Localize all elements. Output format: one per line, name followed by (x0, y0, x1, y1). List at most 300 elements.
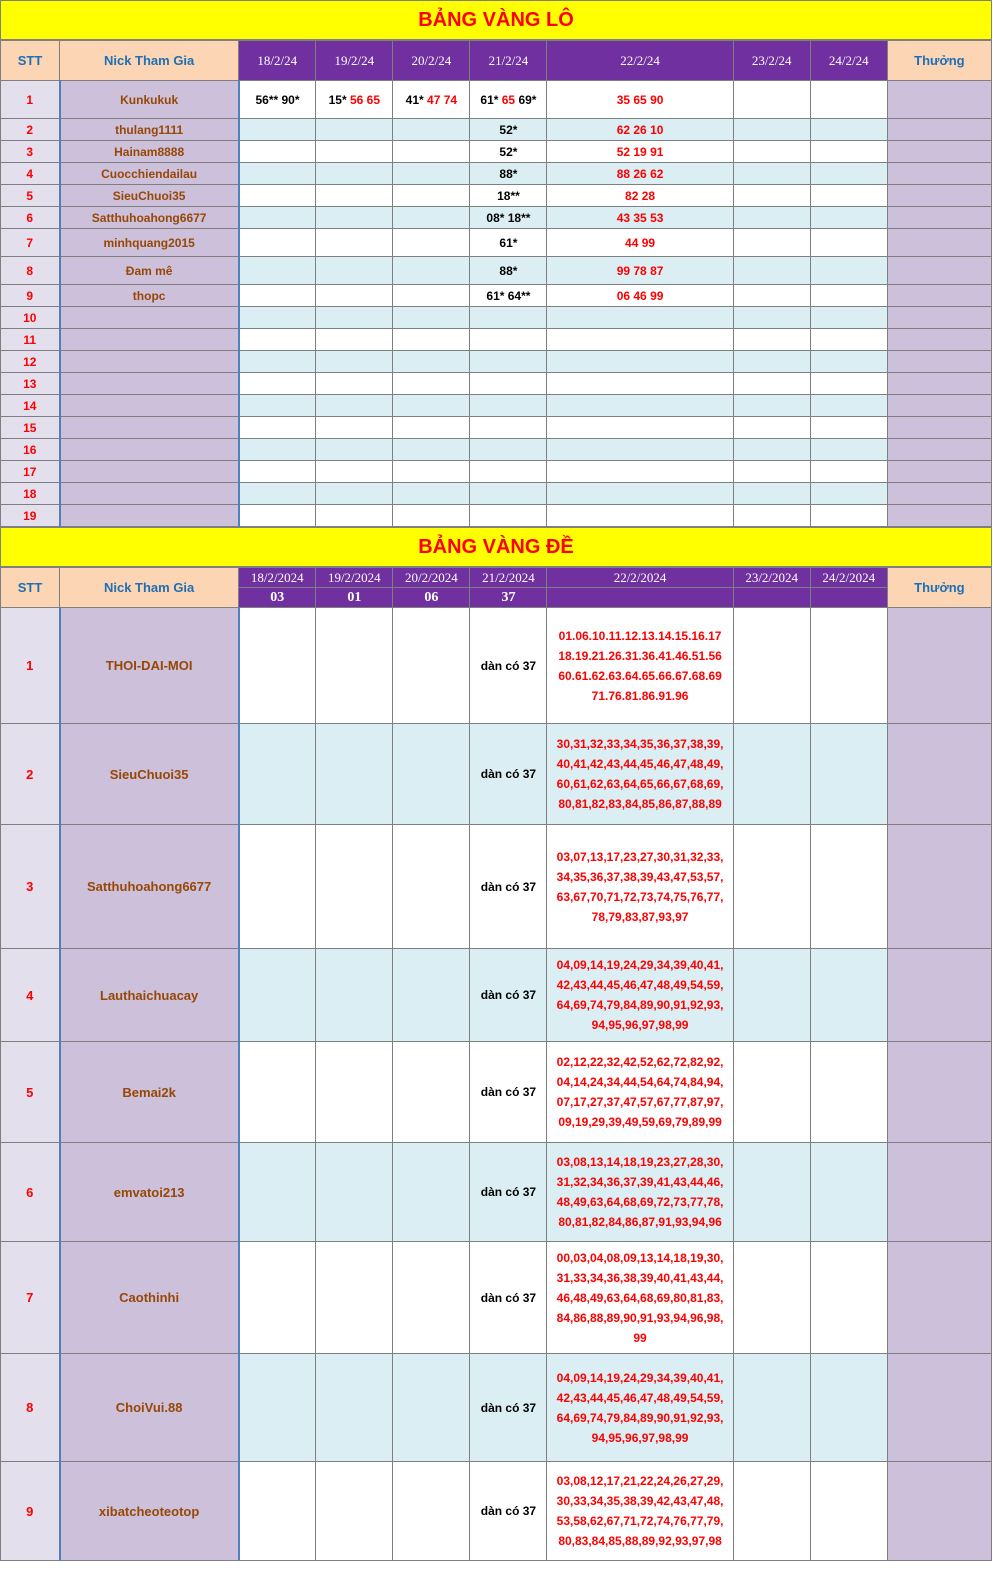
prize-cell (887, 483, 991, 505)
row-number: 6 (1, 1143, 60, 1242)
lo-header-nick: Nick Tham Gia (60, 41, 239, 81)
prize-cell (887, 285, 991, 307)
lo-pick-day-6 (733, 163, 810, 185)
nick-name: Kunkukuk (60, 81, 239, 119)
lo-table-row (1, 395, 992, 417)
lo-pick-day-4 (470, 417, 547, 439)
de-pick-day-3 (393, 1042, 470, 1143)
de-pick-day-1 (239, 1242, 316, 1354)
row-number: 13 (1, 373, 60, 395)
lo-pick-day-4: 61* 64** (470, 285, 547, 307)
prize-cell (887, 608, 991, 724)
lo-table-row (1, 373, 992, 395)
lo-pick-day-1 (239, 439, 316, 461)
de-pick-day-6 (733, 1143, 810, 1242)
lo-pick-day-4 (470, 351, 547, 373)
lo-pick-day-6 (733, 439, 810, 461)
row-number: 5 (1, 1042, 60, 1143)
lo-pick-day-6 (733, 229, 810, 257)
de-header-row (1, 568, 992, 588)
row-number: 4 (1, 163, 60, 185)
de-pick-day-1 (239, 825, 316, 949)
de-pick-day-1 (239, 1143, 316, 1242)
lo-pick-day-2 (316, 207, 393, 229)
de-table-row (1, 1042, 992, 1143)
de-pick-day-4: dàn có 37 (470, 724, 547, 825)
lo-pick-day-1 (239, 119, 316, 141)
lo-pick-day-7 (810, 329, 887, 351)
row-number: 9 (1, 1462, 60, 1561)
lo-pick-day-5 (547, 439, 733, 461)
lo-pick-day-3 (393, 505, 470, 527)
lo-pick-day-7 (810, 461, 887, 483)
lo-pick-day-6 (733, 141, 810, 163)
lo-pick-day-7 (810, 505, 887, 527)
lo-pick-day-6 (733, 207, 810, 229)
lo-pick-part: 69* (515, 92, 537, 107)
de-pick-day-6 (733, 608, 810, 724)
lo-pick-day-5: 43 35 53 (547, 207, 733, 229)
de-pick-day-2 (316, 825, 393, 949)
nick-name (60, 395, 239, 417)
lo-pick-day-3 (393, 185, 470, 207)
lo-pick-day-7 (810, 257, 887, 285)
de-result-1: 03 (239, 588, 316, 608)
lo-pick-part: 61* (480, 92, 502, 107)
de-pick-day-2 (316, 1143, 393, 1242)
lo-pick-day-4 (470, 483, 547, 505)
row-number: 8 (1, 257, 60, 285)
de-pick-day-4: dàn có 37 (470, 1462, 547, 1561)
de-pick-day-1 (239, 608, 316, 724)
de-header-date-5: 22/2/2024 (547, 568, 733, 588)
lo-pick-day-2 (316, 439, 393, 461)
row-number: 4 (1, 949, 60, 1042)
lo-table-row (1, 307, 992, 329)
de-header-date-4: 21/2/2024 (470, 568, 547, 588)
nick-name (60, 307, 239, 329)
nick-name: SieuChuoi35 (60, 185, 239, 207)
nick-name (60, 417, 239, 439)
lo-pick-day-1 (239, 141, 316, 163)
lo-pick-day-7 (810, 207, 887, 229)
lo-title-banner: BẢNG VÀNG LÔ (0, 0, 992, 40)
nick-name: xibatcheoteotop (60, 1462, 239, 1561)
de-pick-day-7 (810, 1143, 887, 1242)
de-pick-day-2 (316, 949, 393, 1042)
prize-cell (887, 417, 991, 439)
row-number: 7 (1, 1242, 60, 1354)
row-number: 18 (1, 483, 60, 505)
lo-pick-day-2 (316, 351, 393, 373)
lo-pick-day-7 (810, 373, 887, 395)
de-result-2: 01 (316, 588, 393, 608)
lo-header-prize: Thưởng (887, 41, 991, 81)
prize-cell (887, 461, 991, 483)
lo-pick-day-4 (470, 461, 547, 483)
de-pick-day-2 (316, 608, 393, 724)
de-pick-day-7 (810, 1462, 887, 1561)
lo-pick-day-5 (547, 417, 733, 439)
lo-pick-day-2 (316, 373, 393, 395)
prize-cell (887, 119, 991, 141)
lo-header-stt: STT (1, 41, 60, 81)
lo-header-date-1: 18/2/24 (239, 41, 316, 81)
lo-pick-day-7 (810, 141, 887, 163)
prize-cell (887, 163, 991, 185)
de-pick-day-6 (733, 724, 810, 825)
lo-pick-day-3 (393, 395, 470, 417)
lo-pick-day-7 (810, 307, 887, 329)
de-pick-day-3 (393, 825, 470, 949)
lo-pick-day-5 (547, 395, 733, 417)
de-pick-day-6 (733, 949, 810, 1042)
prize-cell (887, 81, 991, 119)
row-number: 14 (1, 395, 60, 417)
lo-table-row (1, 229, 992, 257)
lo-pick-day-3 (393, 141, 470, 163)
row-number: 1 (1, 608, 60, 724)
lo-table-row (1, 141, 992, 163)
de-header-date-3: 20/2/2024 (393, 568, 470, 588)
lo-pick-day-3 (393, 229, 470, 257)
prize-cell (887, 1042, 991, 1143)
lo-pick-day-3 (393, 81, 470, 119)
de-header-date-2: 19/2/2024 (316, 568, 393, 588)
de-number-set: 04,09,14,19,24,29,34,39,40,41, 42,43,44,45,46,47,48,49,54,59, 64,69,74,79,84,89,90,91,92,93, 94,95,96,97,98,99 (547, 949, 733, 1042)
row-number: 8 (1, 1354, 60, 1462)
de-pick-day-6 (733, 1242, 810, 1354)
lo-table-row (1, 285, 992, 307)
row-number: 1 (1, 81, 60, 119)
lo-pick-day-5 (547, 461, 733, 483)
lo-pick-day-1 (239, 163, 316, 185)
lo-pick-day-5 (547, 373, 733, 395)
lo-pick-day-4: 88* (470, 257, 547, 285)
lo-pick-day-2 (316, 461, 393, 483)
de-pick-day-3 (393, 1354, 470, 1462)
de-table-row (1, 1242, 992, 1354)
row-number: 7 (1, 229, 60, 257)
lo-pick-day-5: 44 99 (547, 229, 733, 257)
nick-name: Cuocchiendailau (60, 163, 239, 185)
lo-pick-day-5: 82 28 (547, 185, 733, 207)
lo-pick-day-1 (239, 461, 316, 483)
lo-pick-day-7 (810, 483, 887, 505)
nick-name (60, 439, 239, 461)
de-pick-day-3 (393, 1462, 470, 1561)
lo-pick-day-2 (316, 119, 393, 141)
de-number-set: 01.06.10.11.12.13.14.15.16.17 18.19.21.26.31.36.41.46.51.56 60.61.62.63.64.65.66.67.68.69 71.76.81.86.91.96 (547, 608, 733, 724)
lo-table-row (1, 163, 992, 185)
lo-pick-day-4 (470, 395, 547, 417)
lo-pick-day-5 (547, 351, 733, 373)
lo-pick-day-6 (733, 417, 810, 439)
lo-pick-day-2 (316, 229, 393, 257)
row-number: 11 (1, 329, 60, 351)
de-pick-day-2 (316, 1242, 393, 1354)
de-pick-day-1 (239, 724, 316, 825)
nick-name: Đam mê (60, 257, 239, 285)
lo-pick-day-3 (393, 119, 470, 141)
lo-pick-day-1 (239, 373, 316, 395)
prize-cell (887, 505, 991, 527)
de-header-prize: Thưởng (887, 568, 991, 608)
de-pick-day-3 (393, 1242, 470, 1354)
nick-name: thopc (60, 285, 239, 307)
de-pick-day-4: dàn có 37 (470, 1242, 547, 1354)
lo-pick-day-4: 61* (470, 229, 547, 257)
de-table-row (1, 949, 992, 1042)
lo-pick-day-3 (393, 351, 470, 373)
prize-cell (887, 307, 991, 329)
lo-pick-day-6 (733, 395, 810, 417)
de-pick-day-7 (810, 825, 887, 949)
lo-pick-day-4 (470, 439, 547, 461)
lo-header-date-3: 20/2/24 (393, 41, 470, 81)
prize-cell (887, 1462, 991, 1561)
de-result-6 (733, 588, 810, 608)
lo-table-row (1, 185, 992, 207)
nick-name (60, 373, 239, 395)
lo-table-row (1, 351, 992, 373)
prize-cell (887, 185, 991, 207)
row-number: 15 (1, 417, 60, 439)
lo-pick-day-4 (470, 81, 547, 119)
lo-pick-day-7 (810, 119, 887, 141)
lo-pick-part: 15* (328, 92, 350, 107)
lo-pick-day-2 (316, 185, 393, 207)
de-number-set: 03,07,13,17,23,27,30,31,32,33, 34,35,36,37,38,39,43,47,53,57, 63,67,70,71,72,73,74,75,76,77, 78,79,83,87,93,97 (547, 825, 733, 949)
de-title-banner: BẢNG VÀNG ĐỀ (0, 527, 992, 567)
prize-cell (887, 257, 991, 285)
lo-pick-day-3 (393, 307, 470, 329)
de-table-row (1, 1354, 992, 1462)
lo-pick-day-1: 56** 90* (239, 81, 316, 119)
lo-pick-day-7 (810, 163, 887, 185)
de-pick-day-3 (393, 949, 470, 1042)
row-number: 19 (1, 505, 60, 527)
de-number-set: 00,03,04,08,09,13,14,18,19,30, 31,33,34,36,38,39,40,41,43,44, 46,48,49,63,64,68,69,80,81,83, 84,86,88,89,90,91,93,94,96,98, 99 (547, 1242, 733, 1354)
de-header-nick: Nick Tham Gia (60, 568, 239, 608)
nick-name: Satthuhoahong6677 (60, 825, 239, 949)
row-number: 17 (1, 461, 60, 483)
nick-name: Bemai2k (60, 1042, 239, 1143)
prize-cell (887, 373, 991, 395)
nick-name: minhquang2015 (60, 229, 239, 257)
nick-name (60, 483, 239, 505)
lo-pick-day-6 (733, 461, 810, 483)
nick-name: SieuChuoi35 (60, 724, 239, 825)
de-pick-day-1 (239, 1354, 316, 1462)
lo-pick-day-5: 99 78 87 (547, 257, 733, 285)
lo-pick-day-4 (470, 505, 547, 527)
de-pick-day-7 (810, 724, 887, 825)
lo-pick-day-5: 35 65 90 (547, 81, 733, 119)
de-table-row (1, 1143, 992, 1242)
lo-pick-day-3 (393, 373, 470, 395)
lo-pick-day-2 (316, 257, 393, 285)
de-pick-day-7 (810, 1242, 887, 1354)
lo-pick-day-3 (393, 461, 470, 483)
lo-pick-day-6 (733, 505, 810, 527)
lo-table-row (1, 119, 992, 141)
lo-pick-day-4 (470, 373, 547, 395)
lo-pick-hit: 56 65 (349, 92, 380, 107)
prize-cell (887, 351, 991, 373)
de-pick-day-6 (733, 1354, 810, 1462)
lo-pick-day-3 (393, 483, 470, 505)
lo-pick-day-3 (393, 329, 470, 351)
lo-pick-day-5 (547, 505, 733, 527)
de-table-row (1, 1462, 992, 1561)
row-number: 2 (1, 724, 60, 825)
de-pick-day-6 (733, 1042, 810, 1143)
lo-pick-day-2 (316, 417, 393, 439)
lo-pick-day-3 (393, 207, 470, 229)
prize-cell (887, 1242, 991, 1354)
lo-pick-day-7 (810, 395, 887, 417)
lo-pick-day-5: 52 19 91 (547, 141, 733, 163)
lo-header-row (1, 41, 992, 81)
lo-pick-hit: 65 (501, 92, 516, 107)
de-pick-day-7 (810, 1042, 887, 1143)
de-pick-day-4: dàn có 37 (470, 1143, 547, 1242)
lo-pick-day-2 (316, 395, 393, 417)
lo-pick-day-7 (810, 185, 887, 207)
de-pick-day-6 (733, 1462, 810, 1561)
row-number: 5 (1, 185, 60, 207)
row-number: 12 (1, 351, 60, 373)
lo-pick-day-1 (239, 417, 316, 439)
lo-header-date-4: 21/2/24 (470, 41, 547, 81)
prize-cell (887, 949, 991, 1042)
lo-pick-day-6 (733, 483, 810, 505)
lo-pick-day-2 (316, 81, 393, 119)
de-pick-day-6 (733, 825, 810, 949)
de-pick-day-2 (316, 1042, 393, 1143)
de-number-set: 03,08,12,17,21,22,24,26,27,29, 30,33,34,35,38,39,42,43,47,48, 53,58,62,67,71,72,74,76,77,79, 80,83,84,85,88,89,92,93,97,98 (547, 1462, 733, 1561)
de-table-row (1, 825, 992, 949)
prize-cell (887, 329, 991, 351)
lo-pick-hit: 47 74 (427, 92, 458, 107)
lo-pick-day-6 (733, 119, 810, 141)
lo-pick-day-7 (810, 81, 887, 119)
lo-pick-day-1 (239, 207, 316, 229)
de-pick-day-4: dàn có 37 (470, 949, 547, 1042)
de-table (0, 567, 992, 1561)
lo-pick-day-5 (547, 307, 733, 329)
lo-pick-day-2 (316, 285, 393, 307)
lo-pick-day-1 (239, 285, 316, 307)
lo-header-date-2: 19/2/24 (316, 41, 393, 81)
nick-name: THOI-DAI-MOI (60, 608, 239, 724)
de-pick-day-3 (393, 608, 470, 724)
lo-pick-day-7 (810, 417, 887, 439)
lo-pick-day-4: 08* 18** (470, 207, 547, 229)
lo-pick-day-6 (733, 373, 810, 395)
lo-pick-day-1 (239, 505, 316, 527)
de-number-set: 03,08,13,14,18,19,23,27,28,30, 31,32,34,36,37,39,41,43,44,46, 48,49,63,64,68,69,72,73,77,78, 80,81,82,84,86,87,91,93,94,96 (547, 1143, 733, 1242)
lo-table-row (1, 257, 992, 285)
lo-pick-day-1 (239, 185, 316, 207)
lo-pick-day-6 (733, 185, 810, 207)
lo-table-row (1, 207, 992, 229)
lo-pick-day-6 (733, 257, 810, 285)
lo-pick-day-4: 52* (470, 141, 547, 163)
lo-pick-day-1 (239, 229, 316, 257)
lo-pick-day-6 (733, 81, 810, 119)
lo-pick-day-4 (470, 307, 547, 329)
lo-pick-day-5: 88 26 62 (547, 163, 733, 185)
row-number: 3 (1, 825, 60, 949)
lo-table-row (1, 329, 992, 351)
de-pick-day-2 (316, 724, 393, 825)
nick-name: emvatoi213 (60, 1143, 239, 1242)
de-result-3: 06 (393, 588, 470, 608)
lo-table-row (1, 505, 992, 527)
lo-pick-day-1 (239, 307, 316, 329)
de-pick-day-3 (393, 724, 470, 825)
de-number-set: 30,31,32,33,34,35,36,37,38,39, 40,41,42,43,44,45,46,47,48,49, 60,61,62,63,64,65,66,67,68,69, 80,81,82,83,84,85,86,87,88,89 (547, 724, 733, 825)
de-table-row (1, 608, 992, 724)
lo-pick-day-3 (393, 163, 470, 185)
de-pick-day-1 (239, 1042, 316, 1143)
lo-pick-day-1 (239, 395, 316, 417)
lo-pick-day-3 (393, 439, 470, 461)
prize-cell (887, 724, 991, 825)
nick-name (60, 505, 239, 527)
de-pick-day-4: dàn có 37 (470, 608, 547, 724)
lo-table-row (1, 417, 992, 439)
de-pick-day-3 (393, 1143, 470, 1242)
lo-header-date-5: 22/2/24 (547, 41, 733, 81)
row-number: 6 (1, 207, 60, 229)
row-number: 16 (1, 439, 60, 461)
de-result-7 (810, 588, 887, 608)
lo-pick-day-7 (810, 229, 887, 257)
nick-name: ChoiVui.88 (60, 1354, 239, 1462)
prize-cell (887, 825, 991, 949)
de-pick-day-2 (316, 1462, 393, 1561)
de-pick-day-7 (810, 949, 887, 1042)
nick-name: Satthuhoahong6677 (60, 207, 239, 229)
row-number: 2 (1, 119, 60, 141)
nick-name: Caothinhi (60, 1242, 239, 1354)
lo-pick-day-6 (733, 285, 810, 307)
de-header-stt: STT (1, 568, 60, 608)
row-number: 3 (1, 141, 60, 163)
lo-pick-day-3 (393, 257, 470, 285)
de-number-set: 02,12,22,32,42,52,62,72,82,92, 04,14,24,34,44,54,64,74,84,94, 07,17,27,37,47,57,67,77,87,97, 09,19,29,39,49,59,69,79,89,99 (547, 1042, 733, 1143)
de-table-row (1, 724, 992, 825)
lo-pick-day-5: 06 46 99 (547, 285, 733, 307)
de-header-date-7: 24/2/2024 (810, 568, 887, 588)
lo-pick-day-2 (316, 505, 393, 527)
de-pick-day-4: dàn có 37 (470, 1042, 547, 1143)
de-pick-day-7 (810, 1354, 887, 1462)
lo-table-row (1, 461, 992, 483)
de-number-set: 04,09,14,19,24,29,34,39,40,41, 42,43,44,45,46,47,48,49,54,59, 64,69,74,79,84,89,90,91,92,93, 94,95,96,97,98,99 (547, 1354, 733, 1462)
lo-pick-day-7 (810, 285, 887, 307)
de-header-date-6: 23/2/2024 (733, 568, 810, 588)
de-pick-day-1 (239, 949, 316, 1042)
lo-pick-day-4: 88* (470, 163, 547, 185)
nick-name (60, 329, 239, 351)
lo-pick-day-5 (547, 483, 733, 505)
lo-pick-day-1 (239, 351, 316, 373)
prize-cell (887, 395, 991, 417)
